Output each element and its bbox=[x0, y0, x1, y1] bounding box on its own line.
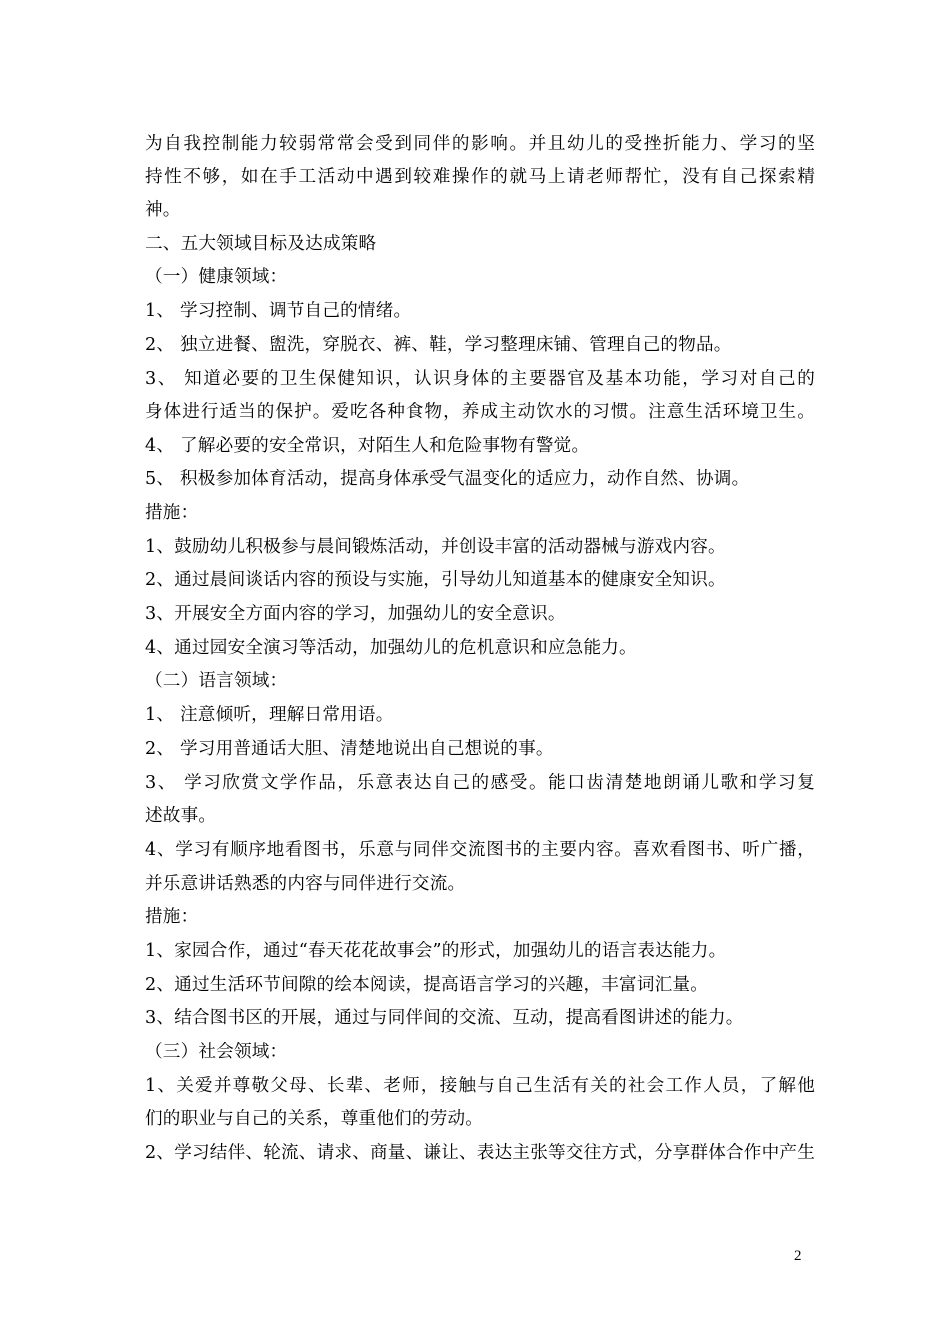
subsection-heading: （二）语言领域： bbox=[145, 671, 288, 691]
list-item: 5、 积极参加体育活动，提高身体承受气温变化的适应力，动作自然、协调。 bbox=[145, 469, 750, 489]
list-item: 4、学习有顺序地看图书，乐意与同伴交流图书的主要内容。喜欢看图书、听广播， bbox=[145, 840, 815, 860]
list-item: 2、通过生活环节间隙的绘本阅读，提高语言学习的兴趣，丰富词汇量。 bbox=[145, 975, 709, 995]
list-item: 1、鼓励幼儿积极参与晨间锻炼活动，并创设丰富的活动器械与游戏内容。 bbox=[145, 537, 726, 557]
measures-heading: 措施： bbox=[145, 503, 199, 523]
list-item: 4、 了解必要的安全常识，对陌生人和危险事物有警觉。 bbox=[145, 436, 590, 456]
list-item: 3、结合图书区的开展，通过与同伴间的交流、互动，提高看图讲述的能力。 bbox=[145, 1008, 744, 1028]
list-item-continuation: 并乐意讲话熟悉的内容与同伴进行交流。 bbox=[145, 874, 466, 894]
measures-heading: 措施： bbox=[145, 907, 199, 927]
section-heading: 二、五大领域目标及达成策略 bbox=[145, 234, 377, 254]
list-item: 4、通过园安全演习等活动，加强幼儿的危机意识和应急能力。 bbox=[145, 638, 637, 658]
list-item: 1、 注意倾听，理解日常用语。 bbox=[145, 705, 394, 725]
list-item: 3、开展安全方面内容的学习，加强幼儿的安全意识。 bbox=[145, 604, 566, 624]
list-item: 2、学习结伴、轮流、请求、商量、谦让、表达主张等交往方式，分享群体合作中产生 bbox=[145, 1143, 815, 1163]
list-item: 1、家园合作，通过“春天花花故事会”的形式，加强幼儿的语言表达能力。 bbox=[145, 941, 727, 961]
list-item: 1、 学习控制、调节自己的情绪。 bbox=[145, 301, 412, 321]
paragraph-line: 持性不够，如在手工活动中遇到较难操作的就马上请老师帮忙，没有自己探索精 bbox=[145, 167, 815, 187]
paragraph-line: 神。 bbox=[145, 200, 181, 220]
list-item: 2、 学习用普通话大胆、清楚地说出自己想说的事。 bbox=[145, 739, 554, 759]
list-item: 1、关爱并尊敬父母、长辈、老师，接触与自己生活有关的社会工作人员，了解他 bbox=[145, 1076, 815, 1096]
list-item: 2、 独立进餐、盥洗，穿脱衣、裤、鞋，学习整理床铺、管理自己的物品。 bbox=[145, 335, 732, 355]
list-item-continuation: 身体进行适当的保护。爱吃各种食物，养成主动饮水的习惯。注意生活环境卫生。 bbox=[145, 402, 815, 422]
page-number: 2 bbox=[794, 1248, 802, 1264]
list-item: 3、 学习欣赏文学作品，乐意表达自己的感受。能口齿清楚地朗诵儿歌和学习复 bbox=[145, 773, 815, 793]
list-item: 2、通过晨间谈话内容的预设与实施，引导幼儿知道基本的健康安全知识。 bbox=[145, 570, 726, 590]
subsection-heading: （三）社会领域： bbox=[145, 1042, 288, 1062]
list-item-continuation: 述故事。 bbox=[145, 806, 217, 826]
subsection-heading: （一）健康领域： bbox=[145, 267, 288, 287]
list-item-continuation: 们的职业与自己的关系，尊重他们的劳动。 bbox=[145, 1109, 484, 1129]
paragraph-line: 为自我控制能力较弱常常会受到同伴的影响。并且幼儿的受挫折能力、学习的坚 bbox=[145, 134, 815, 154]
list-item: 3、 知道必要的卫生保健知识，认识身体的主要器官及基本功能，学习对自己的 bbox=[145, 369, 815, 389]
